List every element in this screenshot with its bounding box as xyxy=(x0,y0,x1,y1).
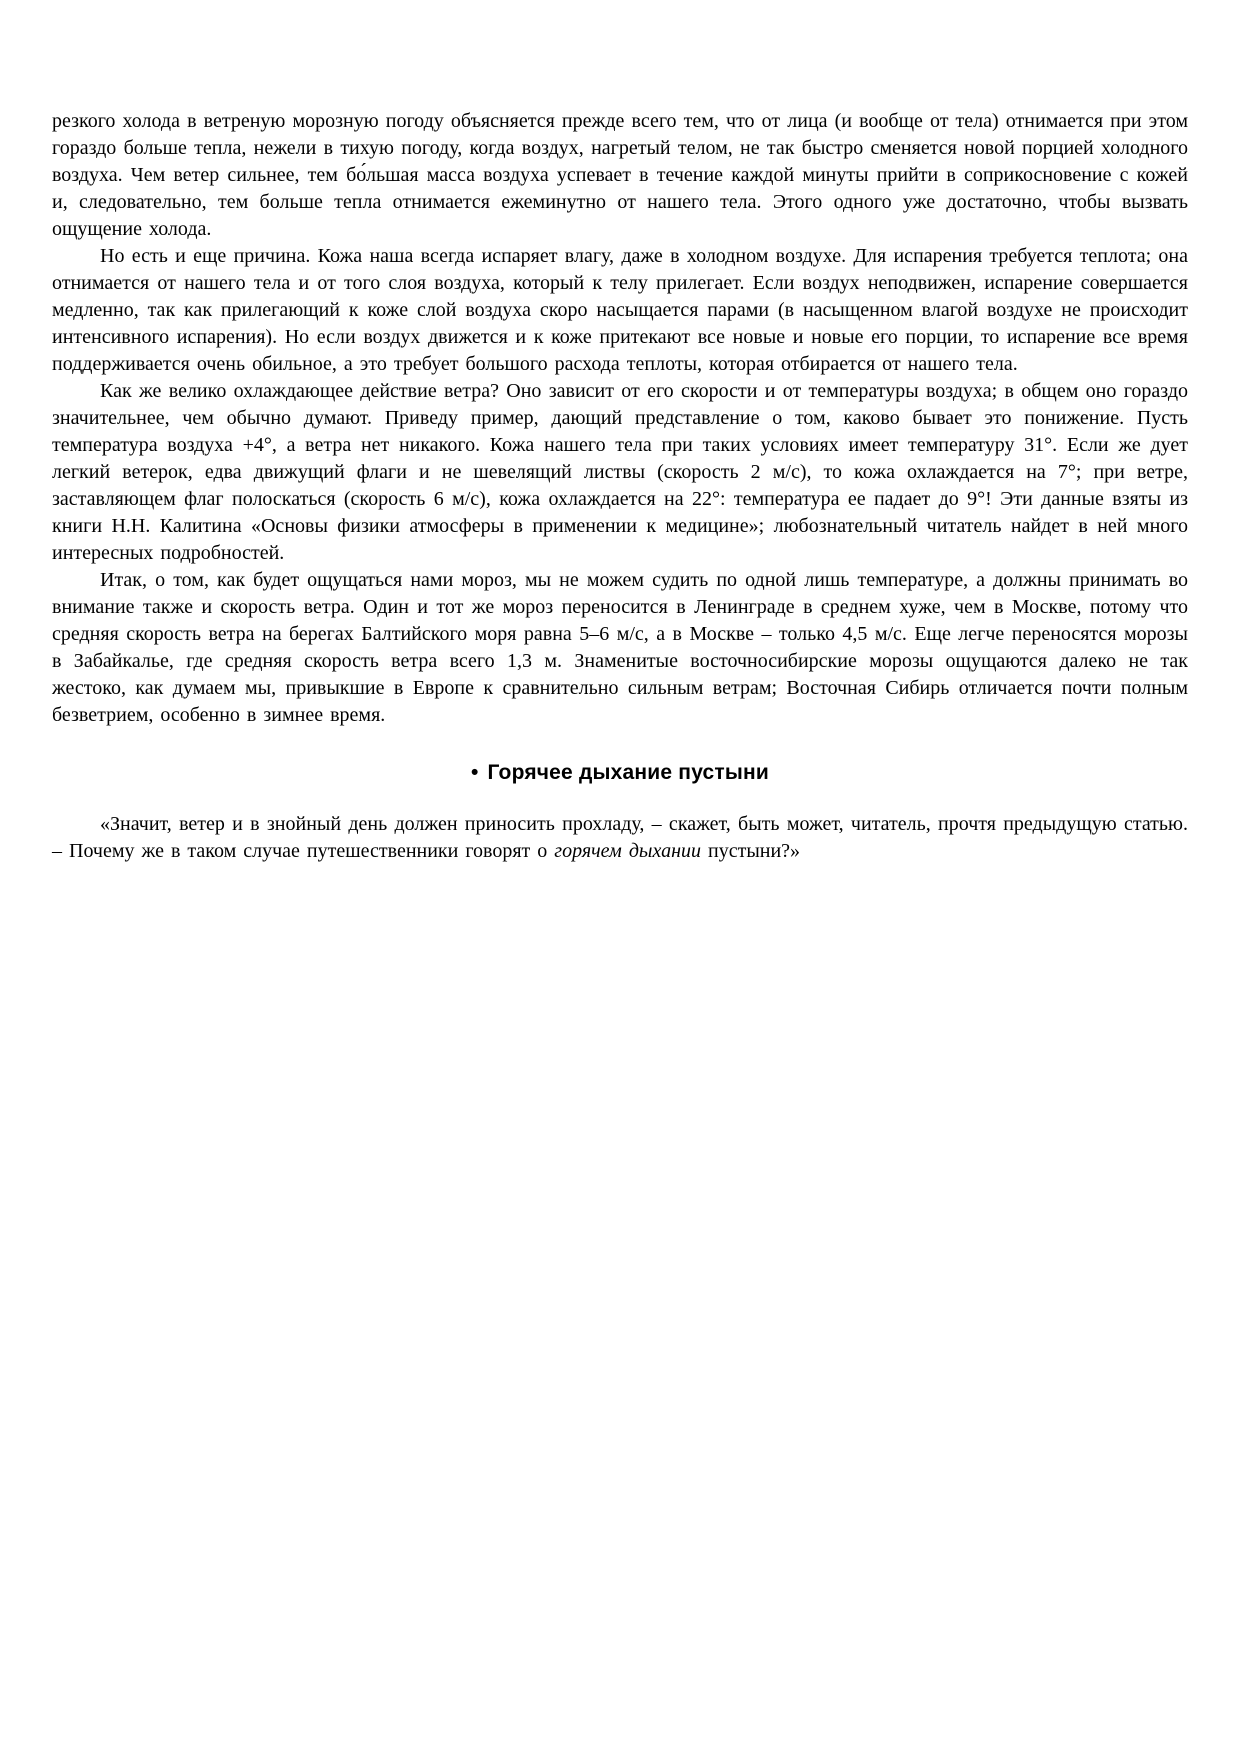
paragraph-evaporation: Но есть и еще причина. Кожа наша всегда испаряет влагу, даже в холодном воздухе. Для испарения требуется теплота; она отнимается от нашего тела и от того слоя воздуха, который к телу прилегает. Если воздух неподвижен, испарение совершается медленно, так как прилегающий к коже слой воздуха скоро насыщается парами (в насыщенном влагой воздухе не происходит интенсивного испарения). Но если воздух движется и к коже притекают все новые и новые его порции, то испарение все время поддерживается очень обильное, а это требует большого расхода теплоты, которая отбирается от нашего тела. xyxy=(52,245,1188,375)
closing-quote-tail: пустыни?» xyxy=(701,840,801,862)
section-heading xyxy=(52,761,1188,785)
closing-quote-emphasis: горячем дыхании xyxy=(554,840,702,862)
paragraph-wind-cooling: резкого холода в ветреную морозную погоду объясняется прежде всего тем, что от лица (и вообще от тела) отнимается при этом гораздо больше тепла, нежели в тихую погоду, когда воздух, нагретый телом, не так быстро сменяется новой порцией холодного воздуха. Чем ветер сильнее, тем бо́льшая масса воздуха успевает в течение каждой минуты прийти в соприкосновение с кожей и, следовательно, тем больше тепла отнимается ежеминутно от нашего тела. Этого одного уже достаточно, чтобы вызвать ощущение холода. xyxy=(52,110,1188,240)
paragraph-frost-comparison: Итак, о том, как будет ощущаться нами мороз, мы не можем судить по одной лишь температуре, а должны принимать во внимание также и скорость ветра. Один и тот же мороз переносится в Ленинграде в среднем хуже, чем в Москве, потому что средняя скорость ветра на берегах Балтийского моря равна 5–6 м/с, а в Москве – только 4,5 м/с. Еще легче переносятся морозы в Забайкалье, где средняя скорость ветра всего 1,3 м. Знаменитые восточносибирские морозы ощущаются далеко не так жестоко, как думаем мы, привыкшие в Европе к сравнительно сильным ветрам; Восточная Сибирь отличается почти полным безветрием, особенно в зимнее время. xyxy=(52,569,1188,726)
paragraph-cooling-effect-example: Как же велико охлаждающее действие ветра? Оно зависит от его скорости и от температуры воздуха; в общем оно гораздо значительнее, чем обычно думают. Приведу пример, дающий представление о том, каково бывает это понижение. Пусть температура воздуха +4°, а ветра нет никакого. Кожа нашего тела при таких условиях имеет температуру 31°. Если же дует легкий ветерок, едва движущий флаги и не шевелящий листвы (скорость 2 м/с), то кожа охлаждается на 7°; при ветре, заставляющем флаг полоскаться (скорость 6 м/с), кожа охлаждается на 22°: температура ее падает до 9°! Эти данные взяты из книги Н.Н. Калитина «Основы физики атмосферы в применении к медицине»; любознательный читатель найдет в ней много интересных подробностей. xyxy=(52,380,1188,564)
paragraph-closing-quote xyxy=(52,811,1188,865)
bullet-icon: • xyxy=(470,761,479,784)
closing-quote-lead: «Значит, ветер и в знойный день должен приносить прохладу, – скажет, быть может, читатель, прочтя предыдущую статью. – Почему же в таком случае путешественники говорят о xyxy=(52,813,1188,862)
text-block xyxy=(52,108,1188,865)
section-heading-title: Горячее дыхание пустыни xyxy=(487,761,770,784)
